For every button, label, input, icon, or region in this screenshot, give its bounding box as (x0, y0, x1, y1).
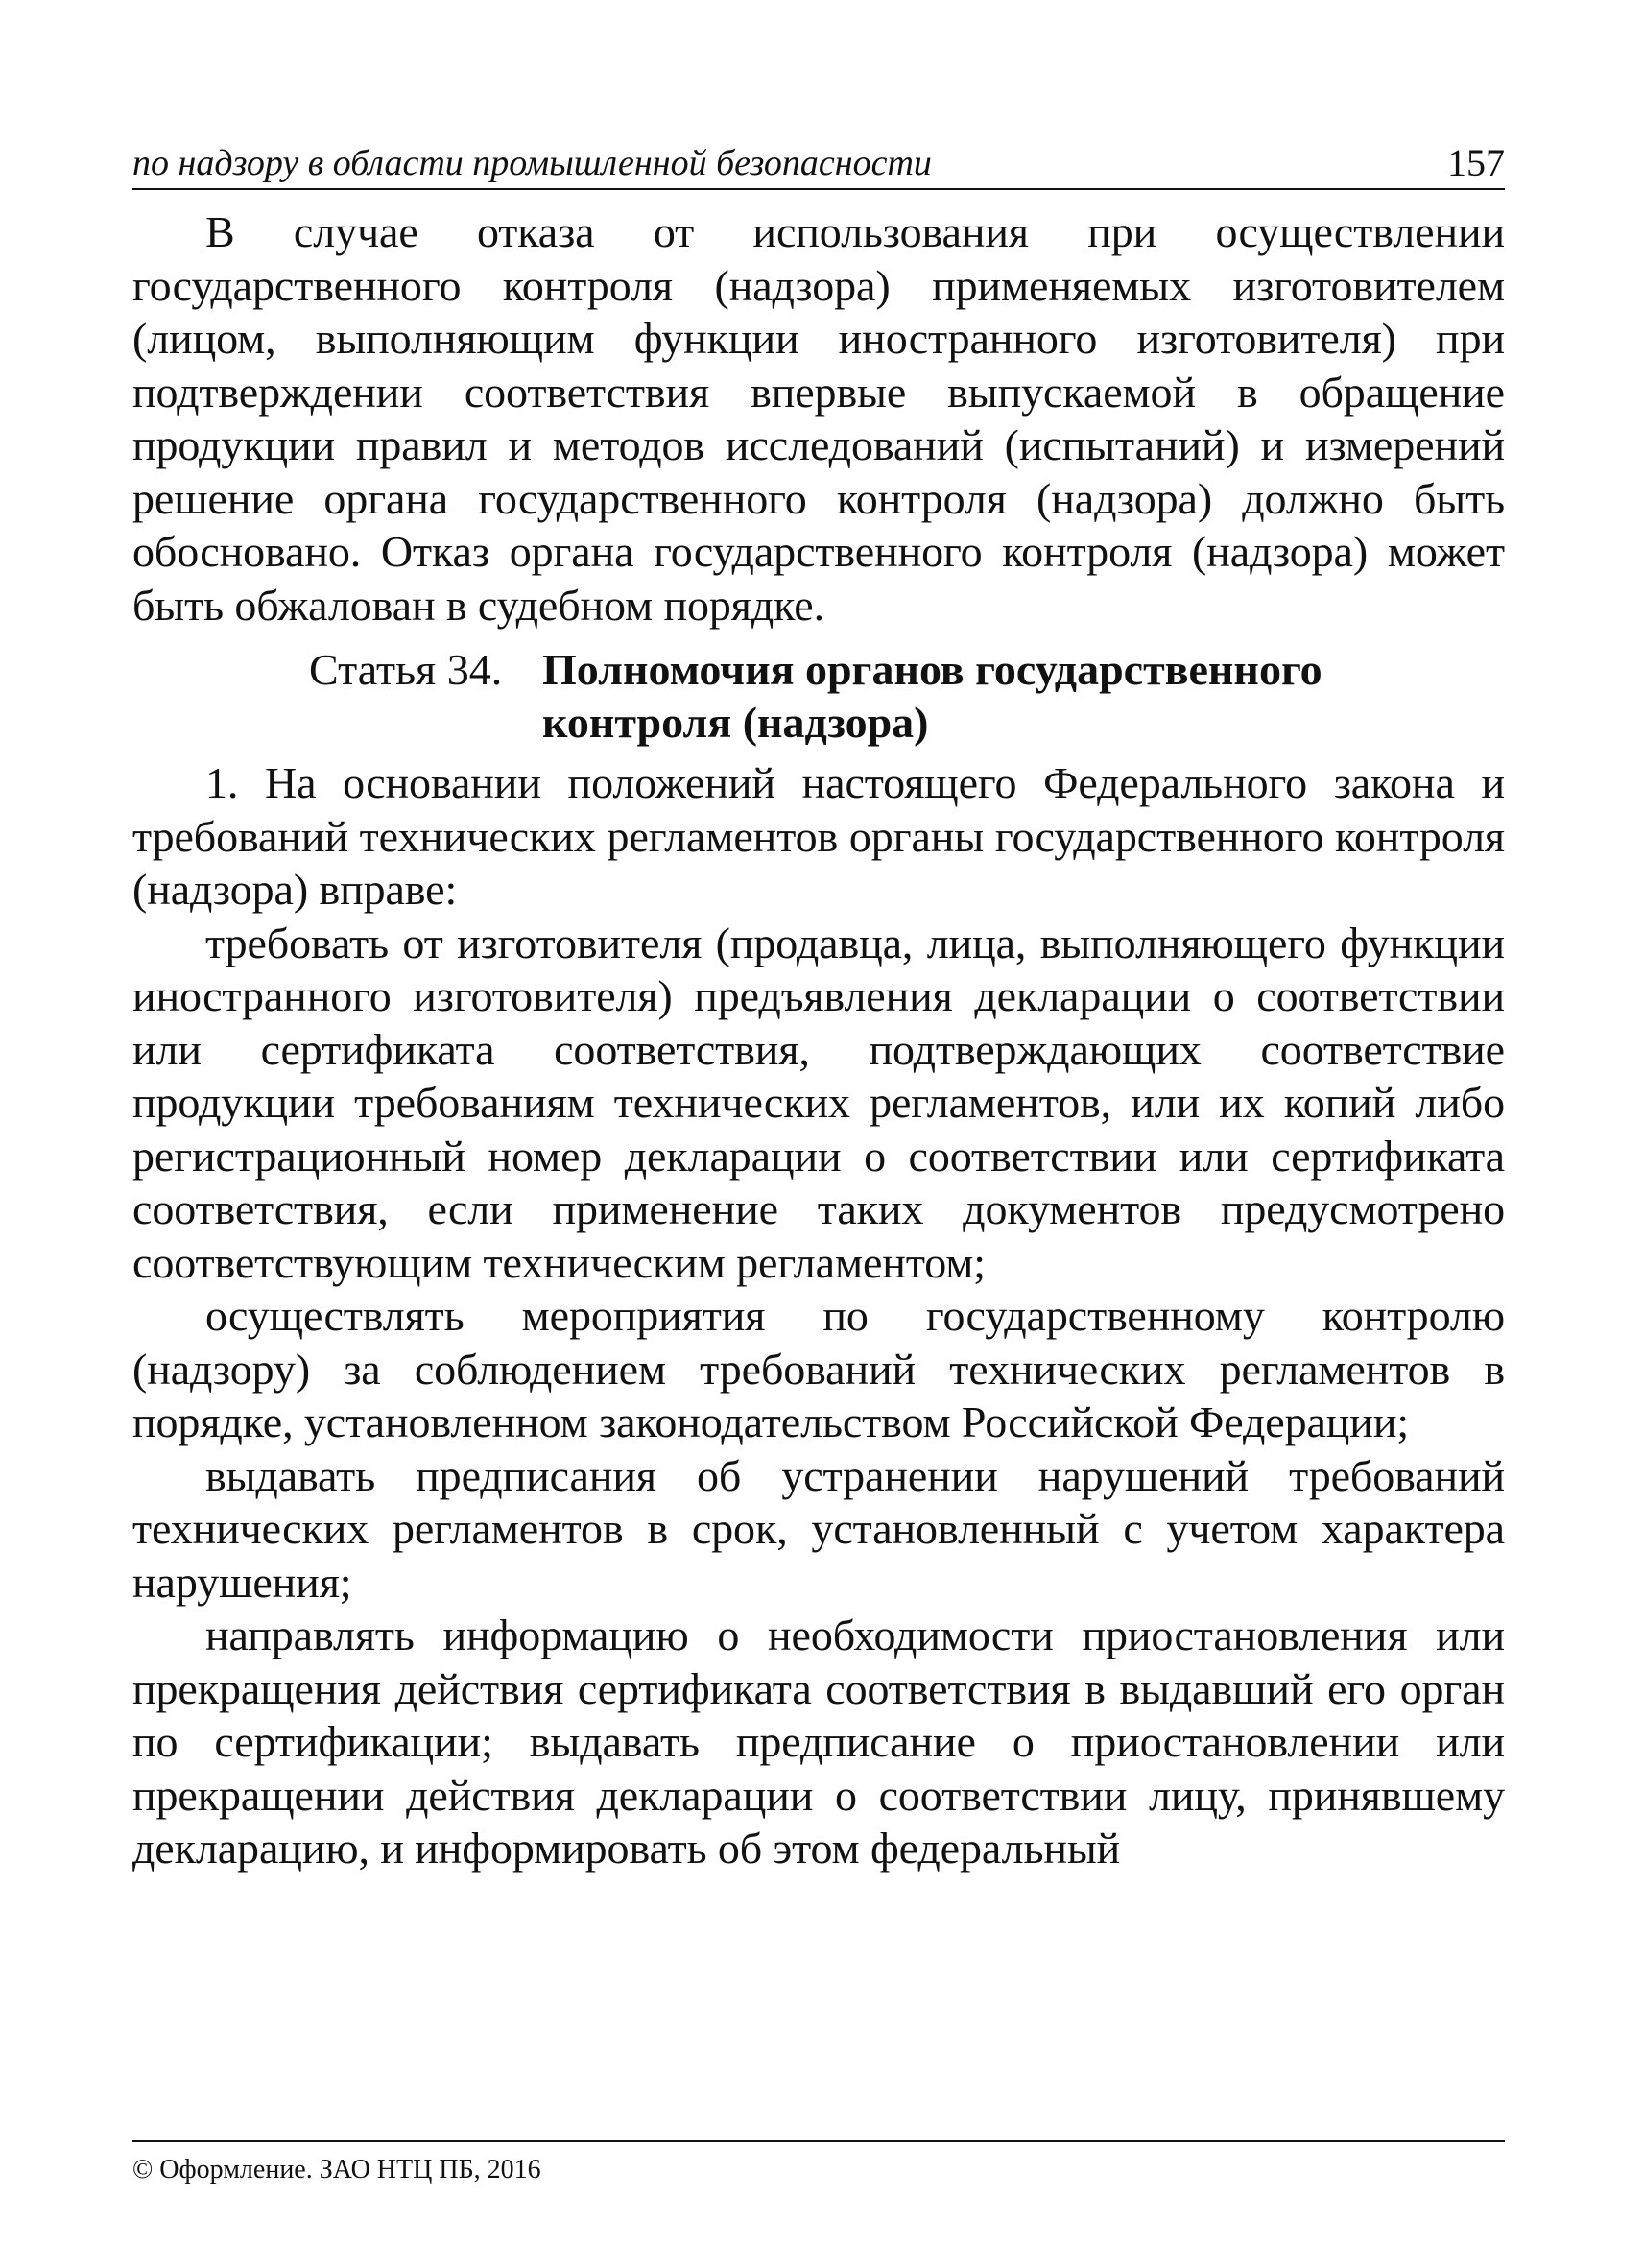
article-title (542, 643, 1322, 749)
footer-divider (132, 2140, 1505, 2142)
running-title: по надзору в области промышленной безопасности (132, 143, 932, 183)
article-title-line-2: контроля (надзора) (542, 698, 929, 747)
article-label: Статья 34. (309, 645, 503, 694)
paragraph-control-measures: осуществлять мероприятия по государственному контролю (надзору) за соблюдением требований технических регламентов в порядке, установленном законодательством Российской Федерации; (132, 1291, 1505, 1446)
paragraph-send-information: направлять информацию о необходимости приостановления или прекращения действия сертификата соответствия в выдавший его орган по сертификации; выдавать предписание о приостановлении или прекращении действия декларации о соответствии лицу, принявшему декларацию, и информировать об этом федеральный (132, 1611, 1505, 1873)
paragraph-issue-orders: выдавать предписания об устранении нарушений требований технических регламентов в срок, установленный с учетом характера нарушения; (132, 1450, 1505, 1607)
paragraph-require-documents: требовать от изготовителя (продавца, лица, выполняющего функции иностранного изготовителя) предъявления декларации о соответствии или сертификата соответствия, подтверждающих соответствие продукции требованиям технических регламентов, или их копий либо регистрационный номер декларации о соответствии или сертификата соответствия, если применение таких документов предусмотрено соответствующим техническим регламентом; (132, 918, 1505, 1287)
paragraph-clause-1: 1. На основании положений настоящего Федерального закона и требований технических регламентов органы государственного контроля (надзора) вправе: (132, 758, 1505, 914)
paragraph-refusal: В случае отказа от использования при осуществлении государственного контроля (надзора) применяемых изготовителем (лицом, выполняющим функции иностранного изготовителя) при подтверждении соответствия впервые выпускаемой в обращение продукции правил и методов исследований (испытаний) и измерений решение органа государственного контроля (надзора) должно быть обосновано. Отказ органа государственного контроля (надзора) может быть обжалован в судебном порядке. (132, 207, 1505, 630)
running-header (132, 140, 1505, 190)
page-number: 157 (1447, 141, 1505, 184)
footer-copyright: © Оформление. ЗАО НТЦ ПБ, 2016 (132, 2155, 541, 2184)
article-title-line-1: Полномочия органов государственного (542, 645, 1322, 694)
article-heading (132, 643, 1505, 749)
body-text (132, 205, 1505, 1875)
